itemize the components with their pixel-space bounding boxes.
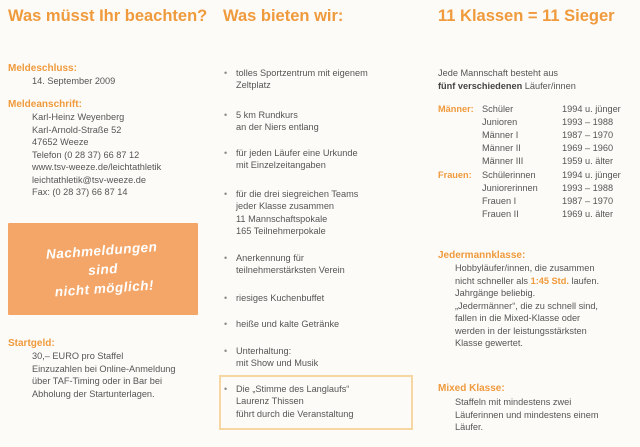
meldeschluss-value: 14. September 2009 — [32, 76, 116, 86]
no-late-registration-banner — [8, 223, 198, 315]
class-name: Frauen II — [482, 209, 519, 219]
class-name: Schüler — [482, 104, 514, 114]
jedermann-line-2 — [455, 275, 599, 287]
class-years: 1993 – 1988 — [562, 183, 614, 193]
bullet-icon: • — [224, 384, 228, 394]
bullet-icon: • — [224, 253, 228, 263]
maenner-label: Männer: — [438, 104, 474, 114]
mixed-line-3: Läufer. — [455, 422, 484, 432]
offer-item-highlight: • Die „Stimme des Langlaufs“ Laurenz Thissen führt durch die Veranstaltung — [224, 384, 354, 419]
bullet-icon: • — [224, 346, 228, 356]
class-years: 1994 u. jünger — [562, 104, 621, 114]
bullet-icon: • — [224, 68, 228, 78]
bullet-icon: • — [224, 148, 228, 158]
class-years: 1994 u. jünger — [562, 170, 621, 180]
heading-bieten: Was bieten wir: — [223, 7, 344, 25]
offer-item: • für die drei siegreichen Teams jeder Klasse zusammen 11 Mannschaftspokale 165 Teilnehmerpokale — [224, 189, 359, 236]
offer-item: • Unterhaltung: mit Show und Musik — [224, 346, 319, 369]
intro-bold: fünf verschiedenen — [438, 80, 523, 91]
class-name: Junioren — [482, 117, 518, 127]
bullet-icon: • — [224, 110, 228, 120]
class-years: 1987 – 1970 — [562, 130, 614, 140]
address-street: Karl-Arnold-Straße 52 — [32, 124, 122, 135]
intro-line-2 — [438, 80, 576, 92]
class-name: Männer I — [482, 130, 519, 140]
class-name: Frauen I — [482, 196, 517, 206]
class-name: Schülerinnen — [482, 170, 536, 180]
bullet-icon: • — [224, 189, 228, 199]
address-fax: Fax: (0 28 37) 66 87 14 — [32, 187, 128, 197]
frauen-label: Frauen: — [438, 170, 472, 180]
address-city: 47652 Weeze — [32, 137, 89, 147]
class-name: Männer III — [482, 156, 524, 166]
intro-rest: Läufer/innen — [522, 80, 576, 91]
jedermann-l2a: nicht schneller als — [455, 275, 531, 286]
address-website: www.tsv-weeze.de/leichtathletik — [32, 162, 162, 172]
heading-klassen: 11 Klassen = 11 Sieger — [438, 7, 615, 25]
offer-item: • für jeden Läufer eine Urkunde mit Einzelzeitangaben — [224, 148, 358, 171]
banner-line-3: nicht möglich! — [54, 277, 155, 299]
offer-item: • heiße und kalte Getränke — [224, 319, 340, 329]
class-years: 1969 u. älter — [562, 209, 614, 219]
jedermann-line-6: werden in der leistungsstärksten — [455, 325, 587, 336]
jedermann-line-4: „Jedermänner“, die zu schnell sind, — [455, 300, 598, 311]
class-name: Juniorerinnen — [482, 183, 538, 193]
bullet-icon: • — [224, 293, 228, 303]
offer-item: • tolles Sportzentrum mit eigenem Zeltplatz — [224, 68, 368, 91]
jedermann-l2b: laufen. — [568, 275, 600, 286]
offer-item: • riesiges Kuchenbuffet — [224, 293, 325, 303]
startgeld-line-2: Einzuzahlen bei Online-Anmeldung — [32, 363, 176, 374]
offer-item: • 5 km Rundkurs an der Niers entlang — [224, 110, 319, 133]
address-name: Karl-Heinz Weyenberg — [32, 112, 125, 122]
mixed-line-2: Läuferinnen und mindestens einem — [455, 409, 599, 420]
address-phone: Telefon (0 28 37) 66 87 12 — [32, 149, 140, 160]
class-years: 1993 – 1988 — [562, 117, 614, 127]
class-name: Männer II — [482, 143, 521, 153]
bullet-icon: • — [224, 319, 228, 329]
mixed-line-1: Staffeln mit mindestens zwei — [455, 397, 572, 407]
meldeanschrift-label: Meldeanschrift: — [8, 99, 82, 110]
jedermann-line-3: Jahrgänge beliebig. — [455, 288, 536, 298]
intro-line-1: Jede Mannschaft besteht aus — [438, 68, 559, 78]
jedermann-time: 1:45 Std. — [530, 275, 569, 286]
offer-item: • Anerkennung für teilnehmerstärksten Verein — [224, 253, 345, 276]
jedermann-line-1: Hobbyläufer/innen, die zusammen — [455, 263, 595, 273]
startgeld-line-3: über TAF-Timing oder in Bar bei — [32, 376, 163, 386]
startgeld-line-4: Abholung der Startunterlagen. — [32, 388, 155, 399]
startgeld-label: Startgeld: — [8, 338, 55, 349]
jedermann-label: Jedermannklasse: — [438, 250, 526, 261]
class-years: 1987 – 1970 — [562, 196, 614, 206]
banner-line-1: Nachmeldungen — [45, 238, 158, 262]
class-years: 1969 – 1960 — [562, 143, 614, 153]
startgeld-line-1: 30,– EURO pro Staffel — [32, 351, 124, 361]
meldeschluss-label: Meldeschluss: — [8, 63, 77, 74]
banner-line-2: sind — [87, 260, 119, 278]
mixed-label: Mixed Klasse: — [438, 383, 505, 394]
address-email: leichtathletik@tsv-weeze.de — [32, 174, 147, 185]
class-years: 1959 u. älter — [562, 156, 614, 166]
jedermann-line-7: Klasse gewertet. — [455, 338, 523, 348]
heading-beachten: Was müsst Ihr beachten? — [8, 7, 208, 25]
jedermann-line-5: fallen in die Mixed-Klasse oder — [455, 313, 581, 323]
